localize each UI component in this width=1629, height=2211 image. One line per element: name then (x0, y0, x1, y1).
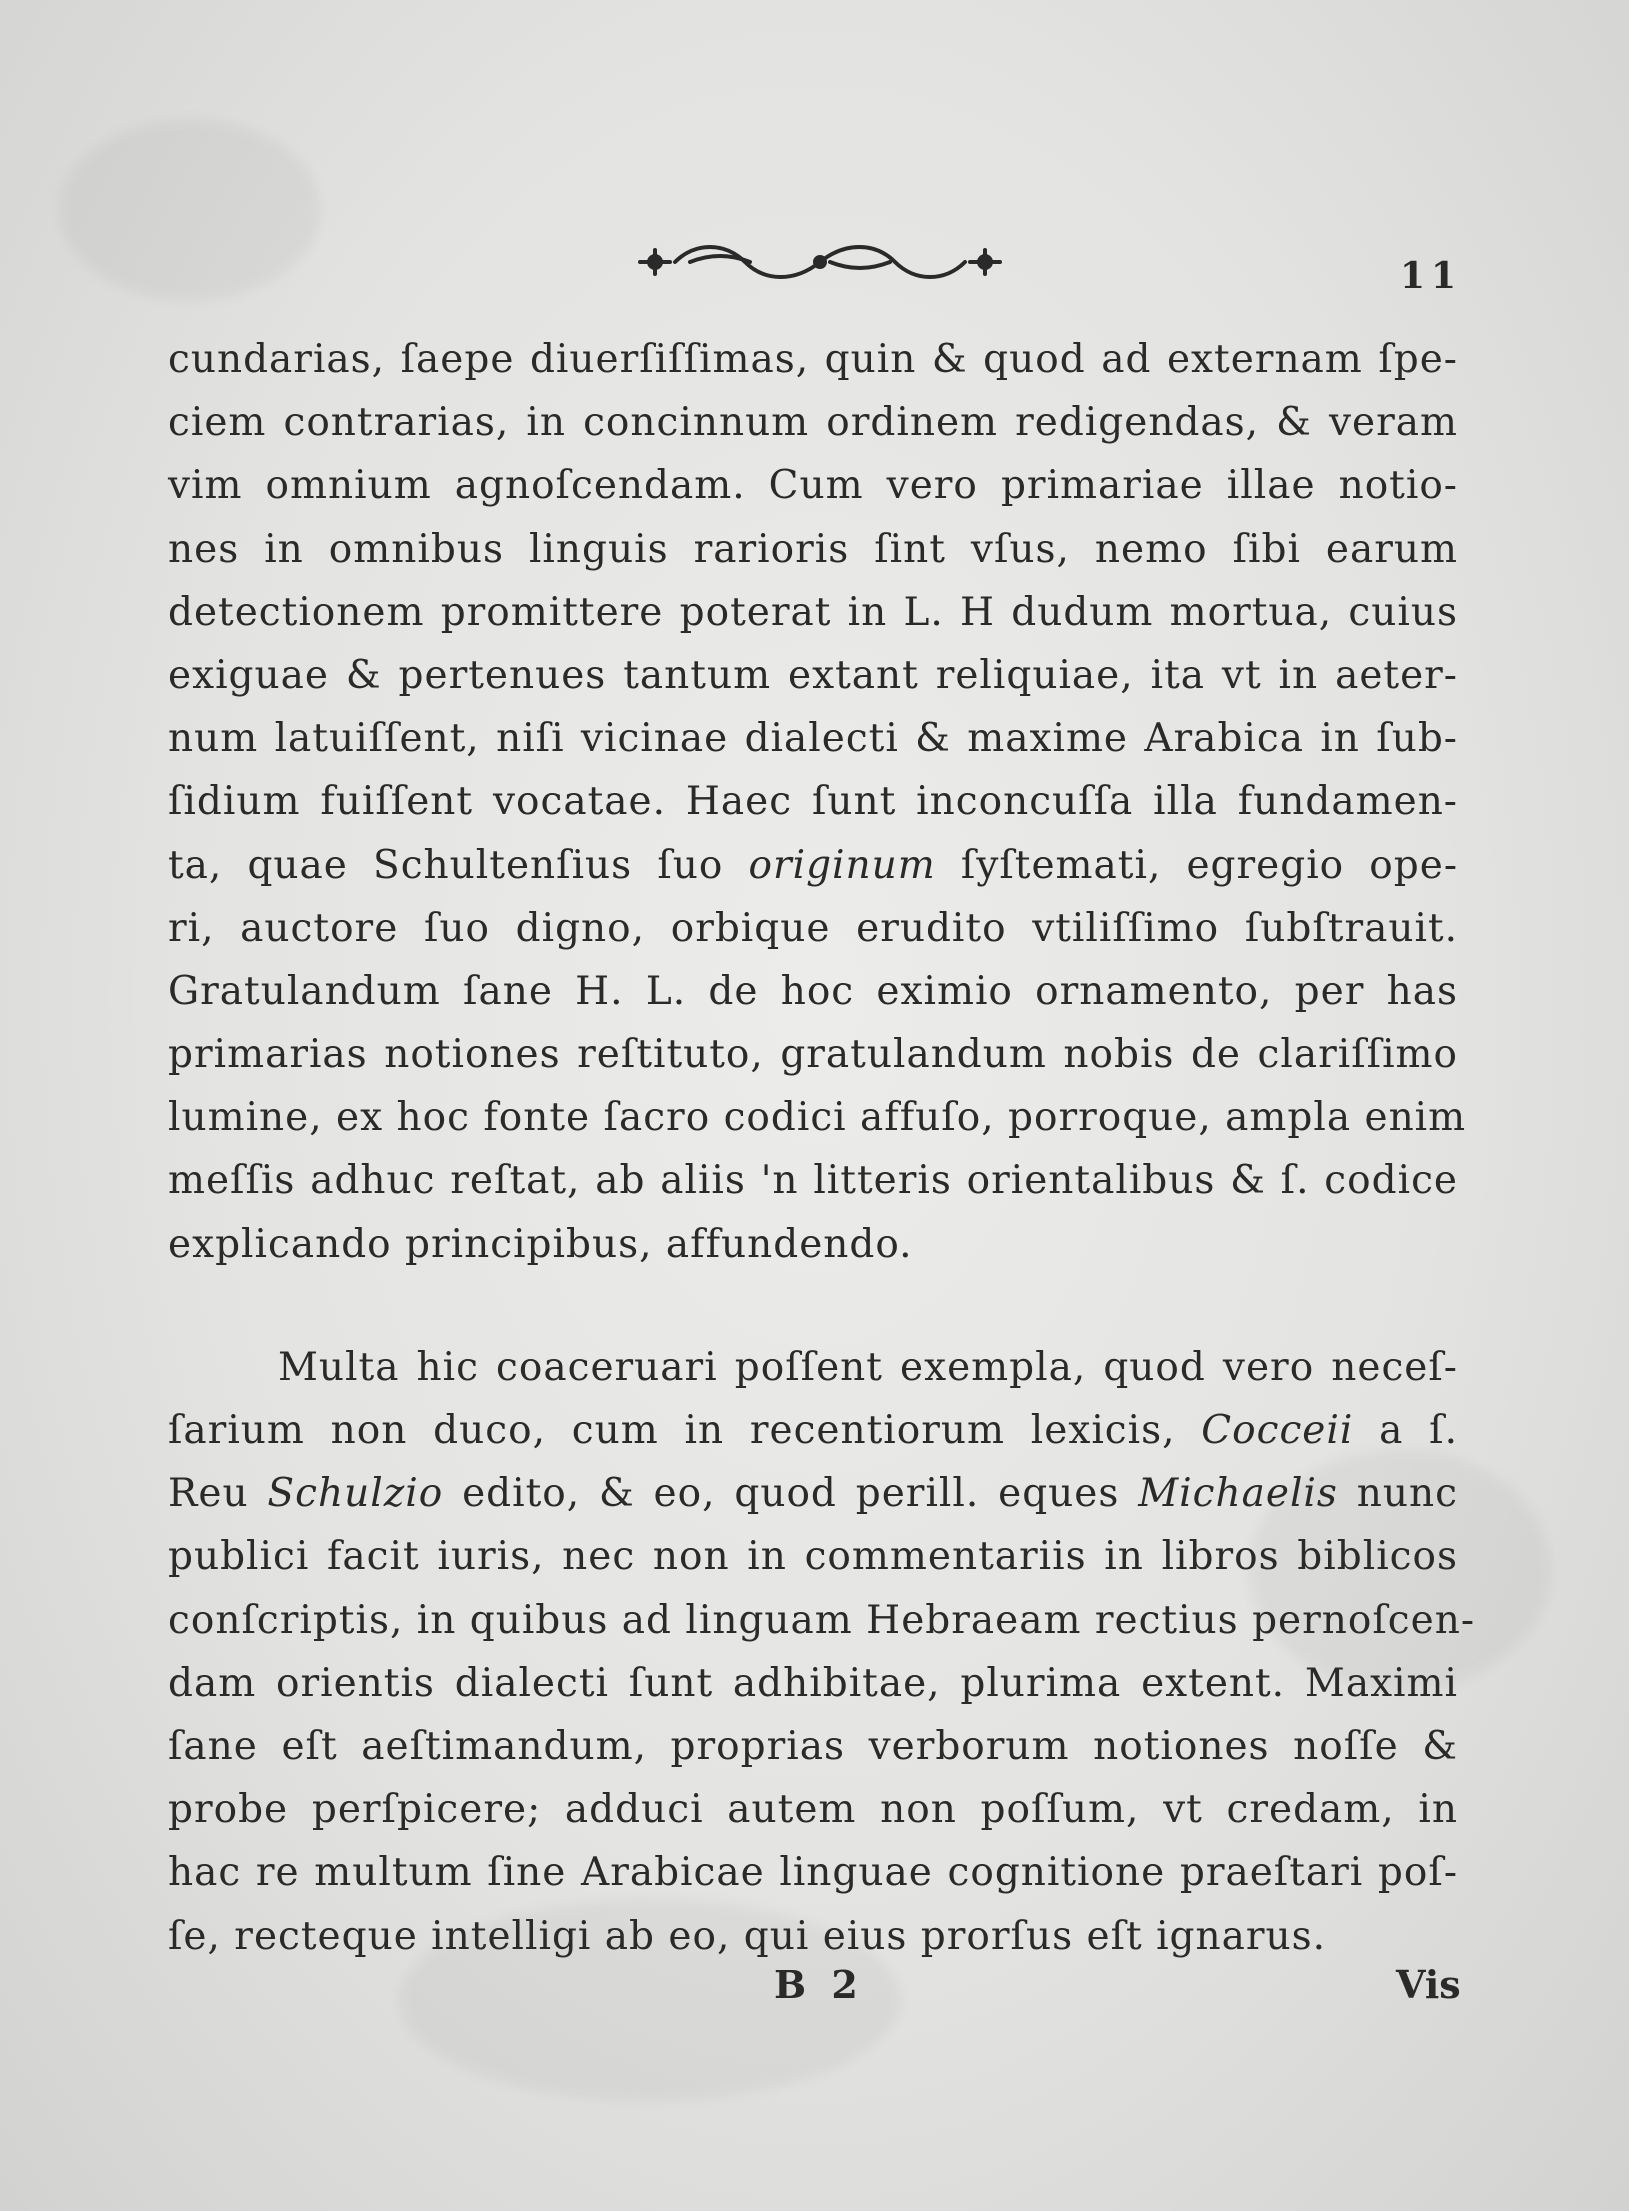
paper-stain (60, 120, 320, 300)
text-line: probe perſpicere; adduci autem non poſſum, vt credam, in (168, 1787, 1458, 1833)
text-line: num latuiſſent, niſi vicinae dialecti & maxime Arabica in ſub- (168, 716, 1458, 762)
text-line: hac re multum ſine Arabicae linguae cognitione praeſtari poſ- (168, 1850, 1458, 1896)
signature-mark: B 2 (774, 1962, 864, 2007)
text-line: exiguae & pertenues tantum extant reliquiae, ita vt in aeter- (168, 652, 1458, 698)
text-line: nes in omnibus linguis rarioris ſint vſus, nemo ſibi earum (168, 526, 1458, 572)
text-line: cundarias, ſaepe diuerſiſſimas, quin & quod ad externam ſpe- (168, 337, 1458, 382)
text-segment: ſyſtemati, egregio ope- (960, 842, 1458, 888)
text-line: vim omnium agnoſcendam. Cum vero primariae illae notio- (168, 463, 1458, 509)
text-line: ſe, recteque intelligi ab eo, qui eius prorſus eſt ignarus. (168, 1913, 1327, 1959)
text-line: publici facit iuris, nec non in commentariis in libros biblicos (168, 1534, 1458, 1580)
page-number: 11 (1400, 255, 1463, 297)
italic-name: Coccеii (1201, 1408, 1354, 1453)
catchword: Vis (1396, 1962, 1461, 2007)
text-line: dam orientis dialecti ſunt adhibitae, plurima extent. Maximi (168, 1660, 1458, 1706)
header-ornament (630, 232, 1010, 292)
text-line: Multa hic coaceruari poſſent exempla, quod vero neceſ- (278, 1344, 1458, 1390)
text-line: lumine, ex hoc fonte ſacro codici affuſo, porroque, ampla enim (168, 1095, 1467, 1141)
paragraph-gap (168, 1276, 1458, 1336)
body-text (168, 328, 1476, 1968)
text-line (168, 834, 1458, 897)
paragraph (168, 328, 1467, 1276)
text-segment: edito, & eo, quod perill. eques (462, 1471, 1120, 1517)
text-segment: ſarium non duco, cum in recentiorum lexicis, (168, 1408, 1176, 1453)
text-segment: Reu (168, 1471, 249, 1517)
text-line: meſſis adhuc reſtat, ab aliis 'n litteris orientalibus & ſ. codice (168, 1158, 1458, 1204)
italic-name: Schulzio (267, 1471, 444, 1517)
text-line: Gratulandum ſane H. L. de hoc eximio ornamento, per has (168, 968, 1458, 1014)
italic-term: originum (748, 842, 936, 888)
text-line: ciem contrarias, in concinnum ordinem redigendas, & veram (168, 400, 1458, 446)
text-segment: a ſ. (1379, 1408, 1458, 1453)
text-line: explicando principibus, affundendo. (168, 1221, 913, 1267)
text-segment: ta, quae Schultenſius ſuo (168, 842, 724, 888)
text-line: ri, auctore ſuo digno, orbique erudito vtiliſſimo ſubſtrauit. (168, 905, 1458, 951)
text-line: ſane eſt aeſtimandum, proprias verborum notiones noſſe & (168, 1723, 1458, 1769)
paragraph (168, 1336, 1476, 1968)
text-line: detectionem promittere poterat in L. H dudum mortua, cuius (168, 589, 1458, 635)
italic-name: Michaelis (1138, 1471, 1338, 1517)
text-line: conſcriptis, in quibus ad linguam Hebraeam rectius pernoſcen- (168, 1597, 1476, 1643)
text-line: primarias notiones reſtituto, gratulandum nobis de clariſſimo (168, 1032, 1458, 1078)
text-line (168, 1399, 1458, 1462)
text-line: ſidium fuiſſent vocatae. Haec ſunt inconcuſſa illa fundamen- (168, 779, 1458, 825)
text-segment: nunc (1356, 1471, 1458, 1517)
text-line (168, 1462, 1458, 1525)
